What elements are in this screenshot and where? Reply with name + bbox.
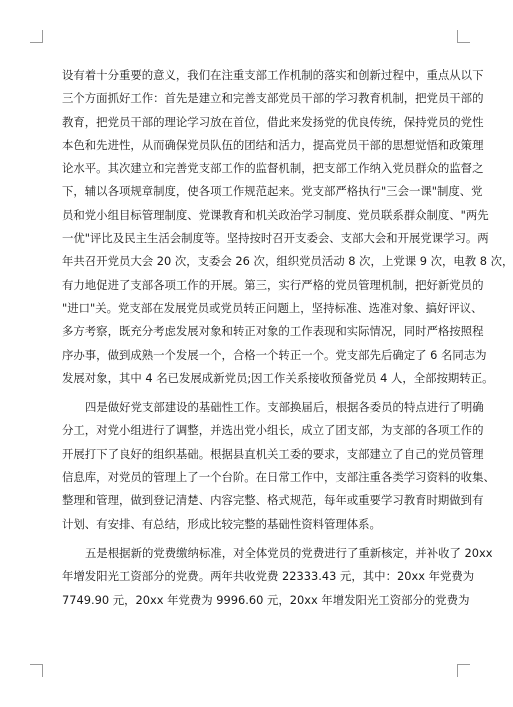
- text-line: 开展打下了良好的组织基础。根据县直机关工委的要求，支部建立了自己的党员管理: [62, 446, 484, 461]
- document-body: [62, 64, 513, 612]
- text-line: 本色和先进性，从而确保党员队伍的团结和活力，提高党员干部的思想觉悟和政策理: [62, 137, 484, 152]
- text-line: 年增发阳光工资部分的党费。两年共收党费 22333.43 元，其中：20xx 年党费为: [62, 569, 475, 584]
- text-line: 发展对象，其中 4 名已发展成新党员;因工作关系接收预备党员 4 人，全部按期转正。: [62, 370, 494, 385]
- text-line: 四是做好党支部建设的基础性工作。支部换届后，根据各委员的特点进行了明确: [85, 400, 484, 415]
- text-line: 7749.90 元，20xx 年党费为 9996.60 元，20xx 年增发阳光工资部分的党费为: [62, 592, 470, 607]
- crop-mark-top-right: [457, 30, 470, 43]
- text-line: 年共召开党员大会 20 次，支委会 26 次，组织党员活动 8 次，上党课 9 次，电教 8 次，: [62, 254, 513, 269]
- crop-mark-top-left: [30, 30, 43, 43]
- text-line: 信息库，对党员的管理上了一个台阶。在日常工作中，支部注重各类学习资料的收集、: [62, 470, 495, 485]
- text-line: 分工，对党小组进行了调整，并选出党小组长，成立了团支部，为支部的各项工作的: [62, 423, 484, 438]
- text-line: 三个方面抓好工作：首先是建立和完善支部党员干部的学习教育机制，把党员干部的: [62, 91, 484, 106]
- text-line: 员和党小组目标管理制度、党课教育和机关政治学习制度、党员联系群众制度、"两先: [62, 207, 489, 222]
- crop-mark-bottom-left: [30, 664, 43, 677]
- paragraph-3: [62, 542, 493, 612]
- text-line: 多方考察，既充分考虑发展对象和转正对象的工作表现和实际情况，同时严格按照程: [62, 324, 484, 339]
- text-line: 计划、有安排、有总结，形成比较完整的基础性资料管理体系。: [62, 516, 381, 531]
- text-line: 一优"评比及民主生活会制度等。坚持按时召开支委会、支部大会和开展党课学习。两: [62, 231, 489, 246]
- text-line: 序办事，做到成熟一个发展一个，合格一个转正一个。党支部先后确定了 6 名同志为: [62, 347, 487, 362]
- paragraph-2: [62, 396, 495, 536]
- text-line: "进口"关。党支部在发展党员或党员转正问题上，坚持标准、选准对象、搞好评议、: [62, 300, 483, 315]
- text-line: 下，辅以各项规章制度，使各项工作规范起来。党支部严格执行"三会一课"制度、党: [62, 184, 483, 199]
- paragraph-1: [62, 64, 513, 390]
- text-line: 有力地促进了支部各项工作的开展。第三，实行严格的党员管理机制，把好新党员的: [62, 277, 484, 292]
- text-line: 整理和管理，做到登记清楚、内容完整、格式规范，每年或重要学习教育时期做到有: [62, 493, 484, 508]
- text-line: 论水平。其次建立和完善党支部工作的监督机制，把支部工作纳入党员群众的监督之: [62, 161, 484, 176]
- text-line: 教育，把党员干部的理论学习放在首位，借此来发扬党的优良传统，保持党员的党性: [62, 114, 484, 129]
- text-line: 五是根据新的党费缴纳标准，对全体党员的党费进行了重新核定，并补收了 20xx: [85, 545, 493, 560]
- crop-mark-bottom-right: [457, 664, 470, 677]
- text-line: 设有着十分重要的意义，我们在注重支部工作机制的落实和创新过程中，重点从以下: [62, 68, 484, 82]
